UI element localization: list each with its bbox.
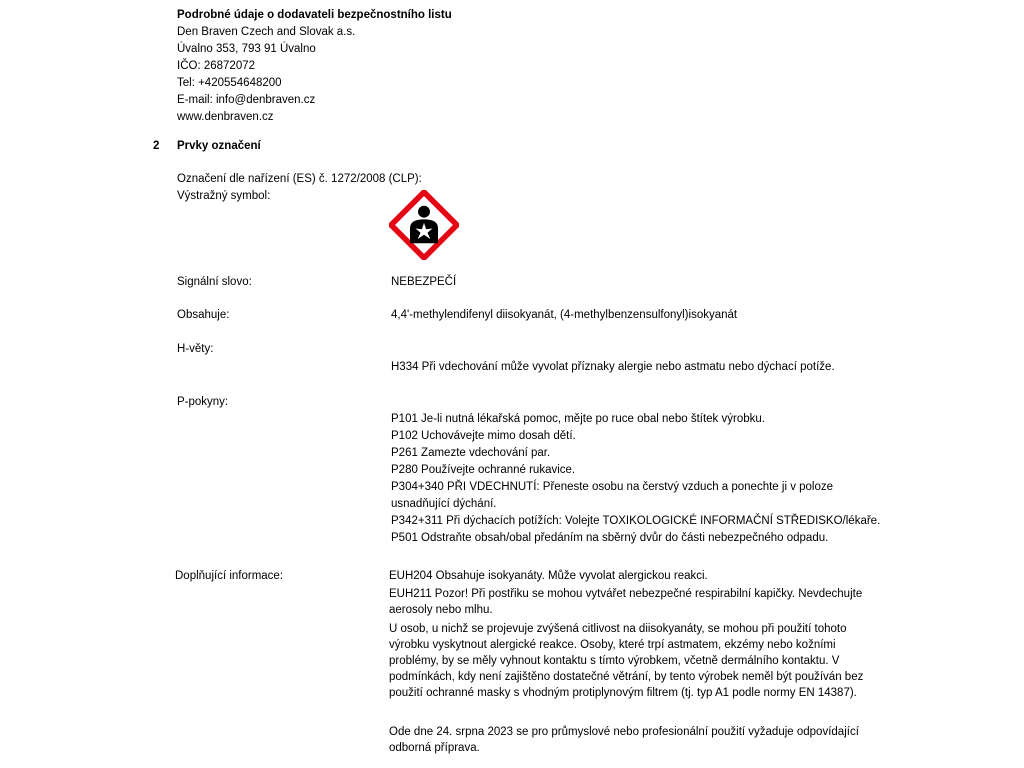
hazard-symbol-label: Výstražný symbol: (177, 190, 271, 202)
supplier-website[interactable]: www.denbraven.cz (177, 111, 274, 123)
supplier-heading: Podrobné údaje o dodavateli bezpečnostního listu (177, 9, 452, 21)
h-statement: H334 Při vdechování může vyvolat příznaky alergie nebo astmatu nebo dýchací potíže. (391, 361, 835, 373)
p-statements-list (391, 411, 880, 547)
contains-label: Obsahuje: (177, 309, 230, 321)
contains-value: 4,4'-methylendifenyl diisokyanát, (4-methylbenzensulfonyl)isokyanát (391, 309, 738, 321)
p-statement: P304+340 PŘI VDECHNUTÍ: Přeneste osobu na čerstvý vzduch a ponechte ji v poloze (391, 481, 834, 493)
signal-word-value: NEBEZPEČÍ (391, 276, 457, 288)
p-statement: P280 Používejte ochranné rukavice. (391, 464, 576, 476)
p-statement: P261 Zamezte vdechování par. (391, 447, 551, 459)
supplier-address: Úvalno 353, 793 91 Úvalno (177, 43, 316, 55)
supplier-phone: Tel: +420554648200 (177, 77, 282, 89)
supplementary-label: Doplňující informace: (175, 570, 284, 582)
section-number: 2 (153, 140, 160, 152)
sensitivity-note: U osob, u nichž se projevuje zvýšená citlivost na diisokyanáty, se mohou při použití tohoto výrobku vyskytnout alergické reakce. Osoby, které trpí astmatem, ekzémy nebo kožními problémy, by se měly vyhnout kontaktu s tímto výrobkem, včetně dermálního kontaktu. V podmínkách, kdy není zajištěno dostatečné větrání, by tento výrobek neměl být používán bez použití ochranné masky s vhodným protiplynovým filtrem (tj. typ A1 podle normy EN 14387). (389, 623, 864, 699)
signal-word-label: Signální slovo: (177, 276, 252, 288)
ghs08-health-hazard-icon (389, 190, 459, 260)
supplier-block (177, 7, 452, 126)
p-statement: P342+311 Při dýchacích potížích: Volejte TOXIKOLOGICKÉ INFORMAČNÍ STŘEDISKO/lékaře. (391, 515, 881, 527)
supplier-email[interactable]: E-mail: info@denbraven.cz (177, 94, 316, 106)
h-statements-label: H-věty: (177, 343, 214, 355)
p-statement: P102 Uchovávejte mimo dosah dětí. (391, 430, 576, 442)
p-statement: usnadňující dýchání. (391, 498, 497, 510)
supplier-ico: IČO: 26872072 (177, 60, 256, 72)
p-statement: P101 Je-li nutná lékařská pomoc, mějte po ruce obal nebo štítek výrobku. (391, 413, 765, 425)
p-statement: P501 Odstraňte obsah/obal předáním na sběrný dvůr do části nebezpečného odpadu. (391, 532, 829, 544)
regulation-label: Označení dle nařízení (ES) č. 1272/2008 (CLP): (177, 173, 422, 185)
supplier-name: Den Braven Czech and Slovak a.s. (177, 26, 356, 38)
euh204-statement: EUH204 Obsahuje isokyanáty. Může vyvolat alergickou reakci. (389, 570, 708, 582)
section-title: Prvky označení (177, 140, 261, 152)
training-note: Ode dne 24. srpna 2023 se pro průmyslové nebo profesionální použití vyžaduje odpovídající odborná příprava. (389, 726, 859, 754)
p-statements-label: P-pokyny: (177, 396, 229, 408)
euh211-statement: EUH211 Pozor! Při postřiku se mohou vytvářet nebezpečné respirabilní kapičky. Nevdechujte aerosoly nebo mlhu. (389, 588, 863, 616)
